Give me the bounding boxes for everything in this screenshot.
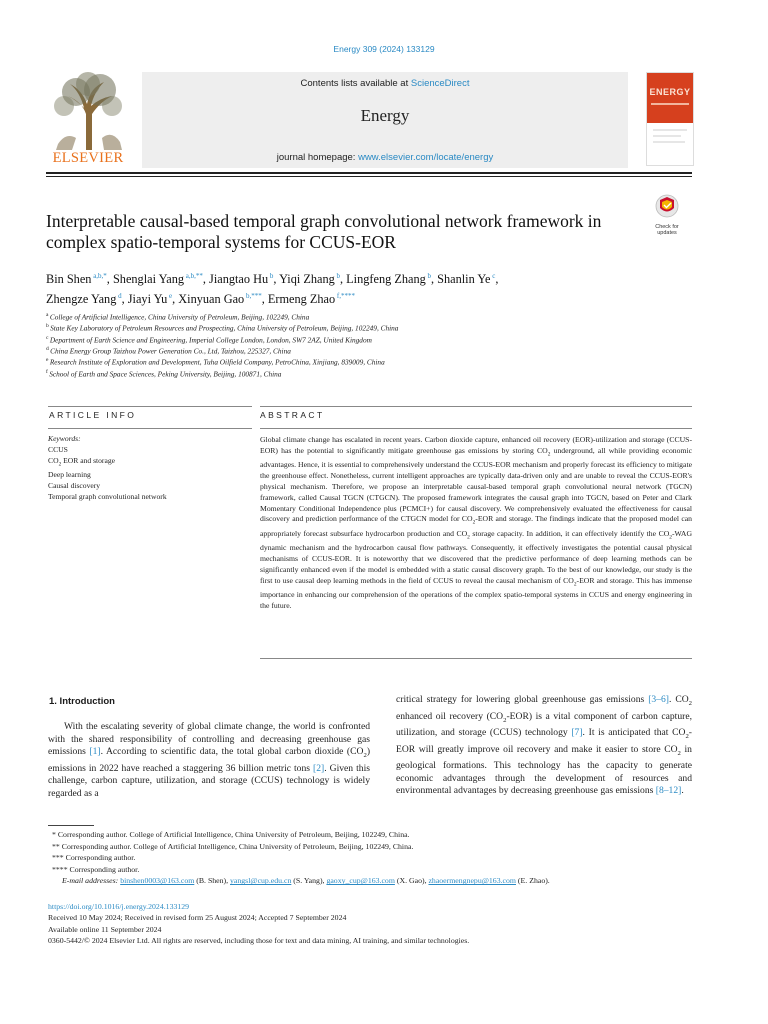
citation-link[interactable]: [8–12] [655,785,682,797]
citation-link[interactable]: [1] [89,746,101,758]
email-link[interactable]: yangsl@cup.edu.cn [230,876,292,886]
author-affiliation-marker[interactable]: b [425,272,431,280]
keyword-item: Temporal graph convolutional network [48,491,167,501]
cover-line [653,129,687,131]
affiliation-item: $^a$ College of Artificial Intelligence, China University of Petroleum, Beijing, 102249, China [46,312,310,322]
author-name[interactable]: Bin Shen [46,272,92,287]
cover-line [653,135,681,137]
section-heading-introduction: 1. Introduction [49,696,115,707]
abstract-heading: ABSTRACT [260,410,325,420]
author-name[interactable]: Xinyuan Gao [178,292,245,307]
doi-link[interactable]: https://doi.org/10.1016/j.energy.2024.133129 [48,902,190,911]
cover-band [647,73,693,123]
author-name[interactable]: Jiangtao Hu [209,272,269,287]
affiliation-item: $^d$ China Energy Group Taizhou Power Generation Co., Ltd, Taizhou, 225327, China [46,345,291,356]
keyword-item: CCUS [48,444,68,454]
homepage-link[interactable]: www.elsevier.com/locate/energy [358,152,494,163]
author-name[interactable]: Yiqi Zhang [279,272,335,287]
keyword-item: Causal discovery [48,480,101,490]
author-affiliation-marker[interactable]: e [167,292,173,301]
abstract-rule-bottom [260,428,692,429]
email-label: E-mail addresses: [62,876,121,886]
author-affiliation-marker[interactable]: b,*** [244,292,262,301]
footnote-item: *** Corresponding author. [52,853,136,863]
author-affiliation-marker[interactable]: b [334,272,341,280]
footnote-item: **** Corresponding author. [52,864,140,874]
abstract-end-rule [260,658,692,659]
author-affiliation-marker[interactable]: a,b,** [184,272,203,280]
author-list: Bin Shen $^{a,b,*}$, Shenglai Yang $^{a,b,**}$, Jiangtao Hu $^b$, Yiqi Zhang $^b$, Lingfeng Zhang $^b$, Shanlin Ye $^c$, Zhengze Yang $^d$, Jiayi Yu $^e$, Xinyuan Gao $^{b,***}$, Ermeng Zhao $^{f,****}$ [46,272,499,307]
affiliation-item: $^e$ Research Institute of Exploration and Development, Tuha Oilfield Company, PetroChina, Xinjiang, 839009, China [46,357,385,367]
abstract-text: Global climate change has escalated in recent years. Carbon dioxide capture, enhanced oil recovery (EOR)-utilization and storage (CCUS-EOR) has the potential to significantly mitigate greenhouse gas emissions by storing $CO_2$ underground, all while providing economic advantages. Hence, it is essential to comprehensively understand the CCUS-EOR mechanism and properly forecast its efficiency to mitigate the greenhouse effect. Nonetheless, current intelligent approaches are typically data-driven only and are unable to reveal the CCUS-EOR's physical mechanism. Therefore, we propose an interpretable causal-based temporal graph convolutional neural network (TGCN) framework, called Causal TGCN (CTGCN). The proposed framework integrates the causal graph into TGCN, based on Peter and Clark Momentary Conditional Independence plus (PCMCI+) for causal discovery. We comprehensively evaluated the effectiveness for causal discovery and prediction performance of the CTGCN model for $CO_2$-EOR and storage. The findings indicate that the proposed model can appropriately forecast subsurface hydrocarbon production and $CO_2$ storage capacity. In addition, it can effectively identify the $CO_2$-WAG dynamic mechanism and the hydrocarbon causal flow pathways. Consequently, it effectively investigates the potential causal physical mechanisms of CCUS-EOR. It is noteworthy that we discovered that the predictive performance of deep learning methods can be significantly enhanced even if the model is embedded with a static causal discovery graph. To the best of our knowledge, our study is the first to use causal deep learning methods in the field of CCUS to reveal the causal mechanism of $CO_2$-EOR and storage. This has immense importance in enhancing our comprehension of the operations of the complex spatio-temporal systems in CCUS and energy engineering in the future. [260,435,693,610]
journal-cover[interactable] [646,72,694,166]
author-affiliation-marker[interactable]: f,**** [335,292,355,301]
author-name[interactable]: Jiayi Yu [127,292,168,307]
affiliation-item: $^f$ School of Earth and Space Sciences, Peking University, Beijing, 100871, China [46,368,282,379]
cover-line [653,141,685,143]
affiliation-list [46,311,686,379]
journal-reference[interactable]: Energy 309 (2024) 133129 [333,44,435,54]
intro-column-left: With the escalating severity of global climate change, the world is confronted with the shared responsibility of controlling and decreasing greenhouse gas emissions [1]. According to scientific data, the total global carbon dioxide $(CO_2)$ emissions in 2022 have reached a staggering 36 billion metric tons [2]. Given this challenge, carbon capture, utilization, and storage (CCUS) technology is widely regarded as a [48,721,371,799]
author-affiliation-marker[interactable]: b [268,272,274,280]
keyword-item: Deep learning [48,469,91,479]
footnote-item: * Corresponding author. College of Artificial Intelligence, China University of Petroleum, Beijing, 102249, China. [52,830,410,839]
footnote-item: ** Corresponding author. College of Artificial Intelligence, China University of Petroleum, Beijing, 102249, China. [52,841,414,851]
author-name[interactable]: Shanlin Ye [437,272,491,287]
publisher-name: ELSEVIER [52,150,124,166]
header-rule-thin [46,176,692,177]
elsevier-tree-icon [46,72,130,152]
elsevier-logo[interactable] [46,72,130,168]
available-online: Available online 11 September 2024 [48,924,162,934]
author-name[interactable]: Zhengze Yang [46,292,117,307]
email-addresses: E-mail addresses: binshen0003@163.com (B. Shen), yangsl@cup.edu.cn (S. Yang), gaoxy_cup@163.com (X. Gao), zhaoermengnepu@163.com (E. Zhao). [62,876,550,886]
email-link[interactable]: binshen0003@163.com [120,876,195,886]
header-rule [46,172,692,174]
publication-info [48,901,688,946]
copyright-notice: 0360-5442/© 2024 Elsevier Ltd. All rights are reserved, including those for text and data mining, AI training, and similar technologies. [48,935,470,945]
journal-name: Energy [360,106,410,125]
abstract-rule [260,406,692,407]
keywords-label: Keywords: [48,434,81,443]
author-affiliation-marker[interactable]: c [490,272,496,280]
article-title: Interpretable causal-based temporal graph convolutional network framework in complex spatio-temporal systems for CCUS-EOR [46,211,602,252]
author-affiliation-marker[interactable]: d [116,292,122,301]
author-name[interactable]: Lingfeng Zhang [346,272,426,287]
footnotes [52,829,692,887]
keyword-item: $CO_2$ EOR and storage [48,455,115,468]
article-info-rule [48,406,252,407]
journal-banner [142,72,628,168]
email-link[interactable]: zhaoermengnepu@163.com [428,876,516,886]
affiliation-item: $^b$ State Key Laboratory of Petroleum Resources and Prospecting, China University of Petroleum, Beijing, 102249, China [46,323,399,333]
author-name[interactable]: Shenglai Yang [112,272,185,287]
article-info-heading: ARTICLE INFO [49,410,137,420]
keyword-list [48,445,253,503]
author-affiliation-marker[interactable]: a,b,* [91,272,107,280]
corresponding-author-notes [52,829,692,875]
affiliation-item: $^c$ Department of Earth Science and Engineering, Imperial College London, London, SW7 2AZ, United Kingdom [46,334,372,345]
sciencedirect-link[interactable]: ScienceDirect [410,78,470,89]
check-updates-label: Check for updates [655,224,679,236]
footnote-rule [48,825,94,826]
received-dates: Received 10 May 2024; Received in revised form 25 August 2024; Accepted 7 September 2024 [48,913,347,923]
citation-link[interactable]: [7] [571,727,583,738]
article-info-rule-bottom [48,428,252,429]
contents-line: Contents lists available at ScienceDirect [300,78,470,89]
intro-column-right: critical strategy for lowering global greenhouse gas emissions [3–6]. $CO_2$ enhanced oil recovery $(CO_2-EOR)$ is a vital component of carbon capture, utilization, and storage (CCUS) technology [7]. It is anticipated that $CO_2$-EOR will greatly improve oil recovery and make it easier to store $CO_2$ in geological formations. This technology has the capacity to generate economic advantages through the development of resources and environmental advantages by decreasing greenhouse gas emissions [8–12]. [396,694,693,797]
check-for-updates-badge[interactable] [646,194,688,236]
check-updates-icon [646,194,688,218]
cover-title: ENERGY [649,87,691,97]
author-name[interactable]: Ermeng Zhao [267,292,336,307]
keywords-block [48,434,253,502]
homepage-line: journal homepage: www.elsevier.com/locate/energy [276,152,494,163]
citation-link[interactable]: [3–6] [648,694,669,705]
citation-link[interactable]: [2] [313,762,325,774]
cover-rule [651,103,689,105]
email-link[interactable]: gaoxy_cup@163.com [326,876,395,886]
